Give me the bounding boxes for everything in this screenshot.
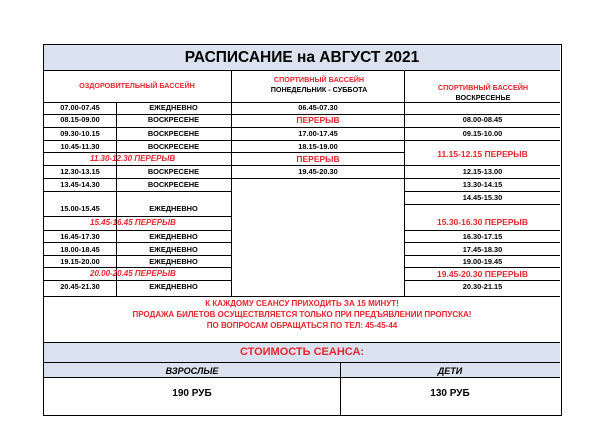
col1-time: 13.45-14.30 bbox=[60, 180, 100, 189]
col3-time: 08.00-08.45 bbox=[462, 115, 503, 124]
col3-break: 15.30-16.30 ПЕРЕРЫВ bbox=[437, 217, 528, 227]
col1-time: 20.45-21.30 bbox=[60, 282, 100, 291]
col1-days: ВОСКРЕСЕНЕ bbox=[147, 129, 200, 138]
grid-line bbox=[404, 267, 560, 268]
col3-time: 09.15-10.00 bbox=[462, 129, 503, 138]
col1-days: ЕЖЕДНЕВНО bbox=[149, 257, 198, 266]
adult-label: ВЗРОСЛЫЕ bbox=[165, 366, 219, 376]
grid-line bbox=[44, 255, 231, 256]
col3-time: 20.30-21.15 bbox=[462, 282, 503, 291]
col2-break: ПЕРЕРЫВ bbox=[296, 115, 340, 125]
header-sport-pool-weekdays-days: ПОНЕДЕЛЬНИК - СУББОТА bbox=[270, 85, 368, 94]
col2-break: ПЕРЕРЫВ bbox=[296, 154, 340, 164]
col1-days: ВОСКРЕСЕНЕ bbox=[147, 180, 200, 189]
grid-line bbox=[44, 191, 231, 192]
col3-break: 11.15-12.15 ПЕРЕРЫВ bbox=[437, 149, 528, 159]
grid-line bbox=[404, 204, 560, 205]
grid-line bbox=[231, 127, 404, 128]
grid-line bbox=[44, 178, 231, 179]
col1-time: 16.45-17.30 bbox=[60, 232, 100, 241]
col1-time: 12.30-13.15 bbox=[60, 167, 100, 176]
col3-time: 19.00-19.45 bbox=[462, 257, 503, 266]
note-arrival: К КАЖДОМУ СЕАНСУ ПРИХОДИТЬ ЗА 15 МИНУТ! bbox=[205, 299, 399, 308]
col1-time: 07.00-07.45 bbox=[60, 103, 100, 112]
note-pass: ПРОДАЖА БИЛЕТОВ ОСУЩЕСТВЛЯЕТСЯ ТОЛЬКО ПРИ ПРЕДЪЯВЛЕНИИ ПРОПУСКА! bbox=[132, 310, 472, 319]
grid-line bbox=[231, 140, 404, 141]
adult-price: 190 РУБ bbox=[172, 388, 212, 399]
grid-line bbox=[404, 127, 560, 128]
grid-line bbox=[404, 242, 560, 243]
price-heading: СТОИМОСТЬ СЕАНСА: bbox=[239, 346, 365, 358]
grid-line bbox=[404, 165, 560, 166]
col2-time: 06.45-07.30 bbox=[298, 103, 338, 112]
header-health-pool: ОЗДОРОВИТЕЛЬНЫЙ БАССЕЙН bbox=[79, 81, 195, 90]
header-divider bbox=[44, 102, 560, 103]
grid-line bbox=[44, 216, 231, 217]
col1-days: ЕЖЕДНЕВНО bbox=[149, 282, 198, 291]
col1-days: ЕЖЕДНЕВНО bbox=[149, 245, 198, 254]
grid-line bbox=[44, 165, 231, 166]
note-phone: ПО ВОПРОСАМ ОБРАЩАТЬСЯ ПО ТЕЛ: 45-45-44 bbox=[206, 321, 398, 330]
col1-days: ЕЖЕДНЕВНО bbox=[149, 204, 198, 213]
grid-line bbox=[44, 152, 231, 153]
grid-line bbox=[44, 140, 231, 141]
header-sport-pool-sunday-days: ВОСКРЕСЕНЬЕ bbox=[455, 93, 511, 102]
grid-line bbox=[404, 178, 560, 179]
col1-days: ВОСКРЕСЕНЕ bbox=[147, 167, 200, 176]
col1-break: 20.00-20.45 ПЕРЕРЫВ bbox=[90, 269, 176, 278]
col1-time: 09.30-10.15 bbox=[60, 129, 100, 138]
grid-line bbox=[231, 178, 404, 179]
child-price: 130 РУБ bbox=[430, 388, 470, 399]
grid-line bbox=[44, 114, 231, 115]
grid-line bbox=[404, 114, 560, 115]
col1-break: 11.30-12.30 ПЕРЕРЫВ bbox=[90, 154, 176, 163]
grid-line bbox=[44, 230, 231, 231]
col1-days: ЕЖЕДНЕВНО bbox=[149, 103, 198, 112]
col3-time: 14.45-15.30 bbox=[462, 193, 503, 202]
grid-line bbox=[404, 140, 560, 141]
col1-time: 10.45-11.30 bbox=[60, 142, 100, 151]
col1-time: 15.00-15.45 bbox=[60, 204, 100, 213]
col3-time: 12.15-13.00 bbox=[462, 167, 503, 176]
schedule-sheet bbox=[43, 44, 562, 416]
col1-time: 18.00-18.45 bbox=[60, 245, 100, 254]
col1-days: ЕЖЕДНЕВНО bbox=[149, 232, 198, 241]
grid-line bbox=[231, 114, 404, 115]
grid-line bbox=[44, 127, 231, 128]
grid-line bbox=[44, 242, 231, 243]
grid-line bbox=[404, 191, 560, 192]
grid-line bbox=[231, 165, 404, 166]
grid-line bbox=[44, 267, 231, 268]
col3-time: 13.30-14.15 bbox=[462, 180, 503, 189]
child-label: ДЕТИ bbox=[437, 366, 463, 376]
col3-time: 17.45-18.30 bbox=[462, 245, 503, 254]
col1-days: ВОСКРЕСЕНЕ bbox=[147, 142, 200, 151]
col2-time: 17.00-17.45 bbox=[298, 129, 338, 138]
grid-line bbox=[44, 280, 231, 281]
col1-days: ВОСКРЕСЕНЕ bbox=[147, 115, 200, 124]
col2-time: 19.45-20.30 bbox=[298, 167, 338, 176]
col2-time: 18.15-19.00 bbox=[298, 142, 338, 151]
header-sport-pool-weekdays: СПОРТИВНЫЙ БАССЕЙН bbox=[273, 75, 365, 84]
col1-break: 15.45-16.45 ПЕРЕРЫВ bbox=[90, 218, 176, 227]
grid-line bbox=[404, 230, 560, 231]
grid-line bbox=[231, 152, 404, 153]
col3-time: 16.30-17.15 bbox=[462, 232, 503, 241]
grid-line bbox=[404, 280, 560, 281]
col3-break: 19.45-20.30 ПЕРЕРЫВ bbox=[437, 269, 528, 279]
header-sport-pool-sunday: СПОРТИВНЫЙ БАССЕЙН bbox=[437, 83, 529, 92]
schedule-bottom bbox=[44, 296, 560, 297]
page-title: РАСПИСАНИЕ на АВГУСТ 2021 bbox=[44, 45, 560, 71]
col1-time: 08.15-09.00 bbox=[60, 115, 100, 124]
col1-time: 19.15-20.00 bbox=[60, 257, 100, 266]
grid-line bbox=[404, 255, 560, 256]
